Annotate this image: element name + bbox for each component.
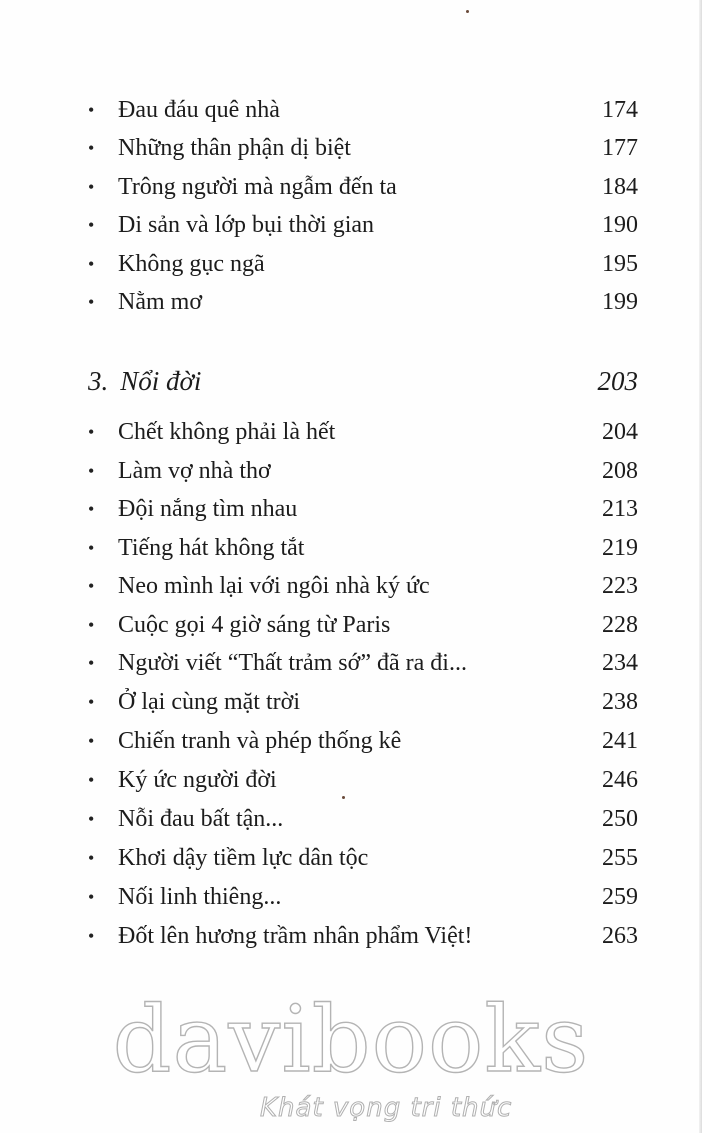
toc-entry-page: 263 — [602, 923, 638, 949]
toc-entry-page: 204 — [602, 419, 638, 445]
toc-entry — [88, 917, 638, 955]
bullet-icon: • — [88, 138, 95, 158]
toc-entry-page: 259 — [602, 884, 638, 910]
bullet-icon: • — [88, 499, 95, 519]
toc-entry-title: Đội nắng tìm nhau — [118, 496, 298, 522]
toc-entry — [88, 839, 638, 877]
toc-entry-title: Chiến tranh và phép thống kê — [118, 728, 402, 754]
toc-entry — [88, 91, 638, 129]
toc-entry — [88, 722, 638, 760]
toc-entry — [88, 529, 638, 567]
section-number: 3. — [88, 365, 109, 396]
toc-entry-page: 184 — [602, 174, 638, 200]
toc-entry-title: Chết không phải là hết — [118, 419, 336, 445]
toc-entry-page: 174 — [602, 97, 638, 123]
bullet-icon: • — [88, 292, 95, 312]
toc-entry — [88, 567, 638, 605]
bullet-icon: • — [88, 538, 95, 558]
toc-entry-page: 223 — [602, 573, 638, 599]
toc-entry-title: Nằm mơ — [118, 289, 203, 315]
toc-entry — [88, 206, 638, 244]
toc-entry — [88, 245, 638, 283]
toc-entry — [88, 644, 638, 682]
toc-entry-title: Nỗi đau bất tận... — [118, 806, 284, 832]
bullet-icon: • — [88, 422, 95, 442]
toc-entry-page: 190 — [602, 212, 638, 238]
section-title: Nổi đời — [120, 365, 202, 396]
toc-entry-page: 250 — [602, 806, 638, 832]
toc-entry-page: 208 — [602, 458, 638, 484]
bullet-icon: • — [88, 731, 95, 751]
toc-entry-title: Di sản và lớp bụi thời gian — [118, 212, 375, 238]
bullet-icon: • — [88, 653, 95, 673]
bullet-icon: • — [88, 254, 95, 274]
print-speck — [342, 796, 345, 799]
toc-entry-title: Đau đáu quê nhà — [118, 97, 280, 123]
bullet-icon: • — [88, 461, 95, 481]
toc-entry-title: Tiếng hát không tắt — [118, 535, 305, 561]
toc-entry-page: 241 — [602, 728, 638, 754]
section-heading — [88, 359, 638, 403]
toc-entry-page: 228 — [602, 612, 638, 638]
toc-entry-title: Nối linh thiêng... — [118, 884, 282, 910]
toc-entry-page: 255 — [602, 845, 638, 871]
toc-entry-page: 195 — [602, 251, 638, 277]
toc-entry — [88, 490, 638, 528]
toc-entry — [88, 800, 638, 838]
bullet-icon: • — [88, 615, 95, 635]
bullet-icon: • — [88, 926, 95, 946]
toc-entry-page: 246 — [602, 767, 638, 793]
section-page: 203 — [597, 365, 638, 396]
toc-entry — [88, 606, 638, 644]
bullet-icon: • — [88, 215, 95, 235]
toc-entry-title: Khơi dậy tiềm lực dân tộc — [118, 845, 369, 871]
toc-entry — [88, 878, 638, 916]
toc-entry — [88, 283, 638, 321]
toc-entry-title: Đốt lên hương trầm nhân phẩm Việt! — [118, 923, 473, 949]
toc-entry — [88, 129, 638, 167]
toc-entry — [88, 168, 638, 206]
bullet-icon: • — [88, 848, 95, 868]
toc-entry-page: 213 — [602, 496, 638, 522]
toc-entry-title: Ký ức người đời — [118, 767, 277, 793]
bullet-icon: • — [88, 770, 95, 790]
toc-entry-page: 177 — [602, 135, 638, 161]
bullet-icon: • — [88, 177, 95, 197]
toc-entry-title: Neo mình lại với ngôi nhà ký ức — [118, 573, 430, 599]
print-speck — [466, 10, 469, 13]
toc-entry-title: Không gục ngã — [118, 251, 265, 277]
toc-entry — [88, 683, 638, 721]
toc-entry — [88, 761, 638, 799]
bullet-icon: • — [88, 576, 95, 596]
toc-entry-title: Cuộc gọi 4 giờ sáng từ Paris — [118, 612, 391, 638]
toc-entry-page: 219 — [602, 535, 638, 561]
toc-entry-page: 238 — [602, 689, 638, 715]
watermark-brand: davibooks — [112, 986, 590, 1093]
bullet-icon: • — [88, 809, 95, 829]
toc-entry-title: Trông người mà ngẫm đến ta — [118, 174, 397, 200]
toc-entry-title: Người viết “Thất trảm sớ” đã ra đi... — [118, 650, 467, 676]
toc-entry-page: 199 — [602, 289, 638, 315]
bullet-icon: • — [88, 692, 95, 712]
bullet-icon: • — [88, 100, 95, 120]
bullet-icon: • — [88, 887, 95, 907]
toc-entry — [88, 452, 638, 490]
toc-entry-title: Những thân phận dị biệt — [118, 135, 351, 161]
toc-entry-title: Ở lại cùng mặt trời — [118, 689, 300, 715]
toc-entry — [88, 413, 638, 451]
watermark-slogan: Khát vọng tri thức — [260, 1093, 513, 1123]
toc-entry-page: 234 — [602, 650, 638, 676]
toc-entry-title: Làm vợ nhà thơ — [118, 458, 271, 484]
